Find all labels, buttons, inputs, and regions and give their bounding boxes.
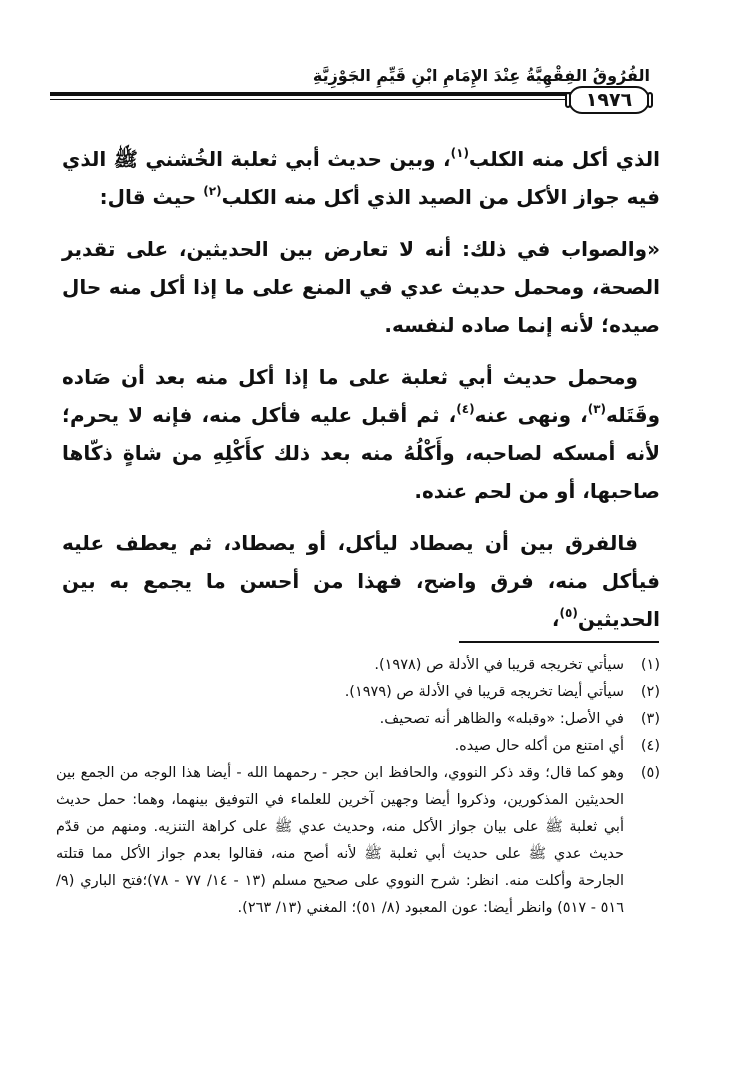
footnote-2 bbox=[56, 679, 660, 706]
footnote-text: سيأتي تخريجه قريبا في الأدلة ص (١٩٧٨). bbox=[374, 657, 624, 673]
text-run: حيث قال: bbox=[99, 185, 204, 209]
main-text bbox=[62, 140, 660, 652]
footnote-3 bbox=[56, 706, 660, 733]
footnote-text: في الأصل: «وقبله» والظاهر أنه تصحيف. bbox=[379, 711, 624, 727]
text-run: ، ثم أقبل عليه فأكل منه، فإنه لا يحرم؛ لأنه أمسكه لصاحبه، وأَكْلُهُ منه بعد ذلك كأَكْلِهِ من شاةٍ ذكّاها صاحبها، أو من لحم عنده. bbox=[62, 403, 660, 503]
page-number-frame bbox=[568, 86, 650, 114]
header-rule-thin bbox=[50, 99, 600, 100]
text-run: ، ونهى عنه bbox=[474, 403, 588, 427]
footnote-ref-1[interactable]: (١) bbox=[450, 146, 469, 160]
footnote-number: (٤) bbox=[640, 738, 660, 754]
text-run: الذي أكل منه الكلب bbox=[468, 147, 661, 171]
paragraph-1 bbox=[62, 140, 660, 216]
page-header bbox=[50, 64, 650, 126]
footnote-number: (١) bbox=[640, 657, 660, 673]
footnote-number: (٣) bbox=[640, 711, 660, 727]
page-number: ١٩٧٦ bbox=[585, 89, 633, 111]
footnote-ref-3[interactable]: (٣) bbox=[587, 402, 607, 416]
paragraph-4 bbox=[62, 524, 660, 638]
paragraph-2: «والصواب في ذلك: أنه لا تعارض بين الحديثين، على تقدير الصحة، ومحمل حديث عدي في المنع على ما إذا أكل منه حال صيده؛ لأنه إنما صاده لنفسه. bbox=[62, 237, 660, 337]
footnote-4 bbox=[56, 733, 660, 760]
text-run: ، وبين حديث أبي ثعلبة الخُشني ﷺ الذي فيه جواز الأكل من الصيد الذي أكل منه الكلب bbox=[62, 147, 660, 209]
text-run: ، bbox=[551, 607, 560, 631]
footnote-number: (٢) bbox=[640, 684, 660, 700]
footnote-ref-2[interactable]: (٢) bbox=[203, 184, 222, 198]
footnote-separator bbox=[459, 641, 659, 643]
footnote-text: وهو كما قال؛ وقد ذكر النووي، والحافظ ابن حجر - رحمهما الله - أيضا هذا الوجه من الجمع بين الحديثين المذكورين، وذكروا أيضا وجهين آخرين للعلماء في التوفيق بينهما، وهما: حمل حديث أبي ثعلبة ﷺ على بيان جواز الأكل منه، وحديث عدي ﷺ على كراهة التنزيه. ومنهم من قدّم حديث عدي ﷺ على حديث أبي ثعلبة ﷺ لأنه أصح منه، فقالوا بعدم جواز الأكل مما قتلته الجارحة وأكلت منه. انظر: شرح النووي على صحيح مسلم (١٣ - ١٤/ ٧٧ - ٧٨)؛فتح الباري (٩/ ٥١٦ - ٥١٧) وانظر أيضا: عون المعبود (٨/ ٥١)؛ المغني (١٣/ ٢٦٣). bbox=[56, 765, 625, 916]
text-run: فالفرق بين أن يصطاد ليأكل، أو يصطاد، ثم يعطف عليه فيأكل منه، فرق واضح، فهذا من أحسن ما يجمع به بين الحديثين bbox=[62, 531, 660, 631]
running-title: الفُرُوقُ الفِقْهِيَّةُ عِنْدَ الإِمَامِ ابْنِ قَيِّمِ الجَوْزِيَّةِ bbox=[312, 66, 650, 85]
footnote-ref-5[interactable]: (٥) bbox=[559, 606, 578, 620]
text-run: ومحمل حديث أبي ثعلبة على ما إذا أكل منه بعد أن صَاده وقَتَله bbox=[62, 365, 660, 427]
footnotes bbox=[56, 652, 660, 922]
footnote-text: أي امتنع من أكله حال صيده. bbox=[454, 738, 624, 754]
footnote-1 bbox=[56, 652, 660, 679]
footnote-text: سيأتي أيضا تخريجه قريبا في الأدلة ص (١٩٧٩). bbox=[344, 684, 624, 700]
paragraph-3 bbox=[62, 358, 660, 510]
footnote-number: (٥) bbox=[640, 765, 660, 781]
header-rule-thick bbox=[50, 92, 600, 96]
footnote-5 bbox=[56, 760, 660, 922]
footnote-ref-4[interactable]: (٤) bbox=[456, 402, 475, 416]
